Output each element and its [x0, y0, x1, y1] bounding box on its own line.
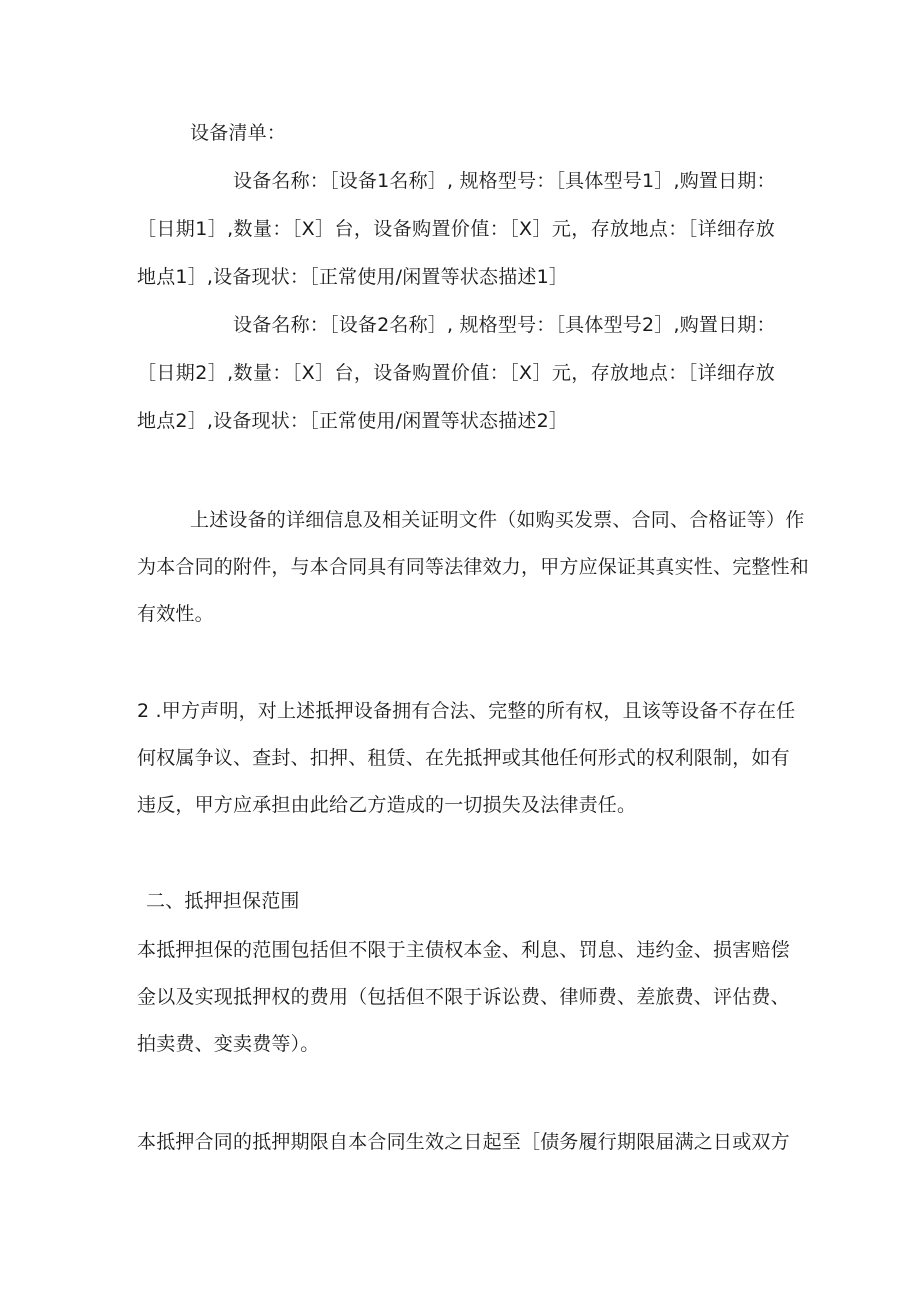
clause-2-line-1: 2 .甲方声明，对上述抵押设备拥有合法、完整的所有权，且该等设备不存在任 — [137, 700, 796, 722]
scope-paragraph-line-3: 拍卖费、变卖费等）。 — [137, 1033, 320, 1055]
equipment-1-line-2: ［日期1］,数量：［X］台，设备购置价值：［X］元，存放地点：［详细存放 — [137, 218, 775, 240]
attachment-paragraph-line-1: 上述设备的详细信息及相关证明文件（如购买发票、合同、合格证等）作 — [190, 509, 805, 531]
clause-2-line-3: 违反，甲方应承担由此给乙方造成的一切损失及法律责任。 — [137, 794, 637, 816]
section-2-heading: 二、抵押担保范围 — [146, 890, 300, 912]
equipment-2-line-3: 地点2］,设备现状：［正常使用/闲置等状态描述2］ — [137, 410, 569, 432]
term-paragraph-line-1: 本抵押合同的抵押期限自本合同生效之日起至［债务履行期限届满之日或双方 — [137, 1131, 790, 1153]
clause-2-line-2: 何权属争议、查封、扣押、租赁、在先抵押或其他任何形式的权利限制，如有 — [137, 747, 790, 769]
attachment-paragraph-line-3: 有效性。 — [137, 603, 214, 625]
equipment-list-heading: 设备清单： — [190, 122, 287, 144]
scope-paragraph-line-1: 本抵押担保的范围包括但不限于主债权本金、利息、罚息、违约金、损害赔偿 — [137, 939, 790, 961]
attachment-paragraph-line-2: 为本合同的附件，与本合同具有同等法律效力，甲方应保证其真实性、完整性和 — [137, 556, 810, 578]
scope-paragraph-line-2: 金以及实现抵押权的费用（包括但不限于诉讼费、律师费、差旅费、评估费、 — [137, 986, 790, 1008]
equipment-1-line-3: 地点1］,设备现状：［正常使用/闲置等状态描述1］ — [137, 266, 569, 288]
equipment-2-line-1: 设备名称：［设备2名称］, 规格型号：［具体型号2］,购置日期： — [233, 314, 776, 336]
equipment-1-line-1: 设备名称：［设备1名称］, 规格型号：［具体型号1］,购置日期： — [233, 170, 776, 192]
equipment-2-line-2: ［日期2］,数量：［X］台，设备购置价值：［X］元，存放地点：［详细存放 — [137, 362, 775, 384]
